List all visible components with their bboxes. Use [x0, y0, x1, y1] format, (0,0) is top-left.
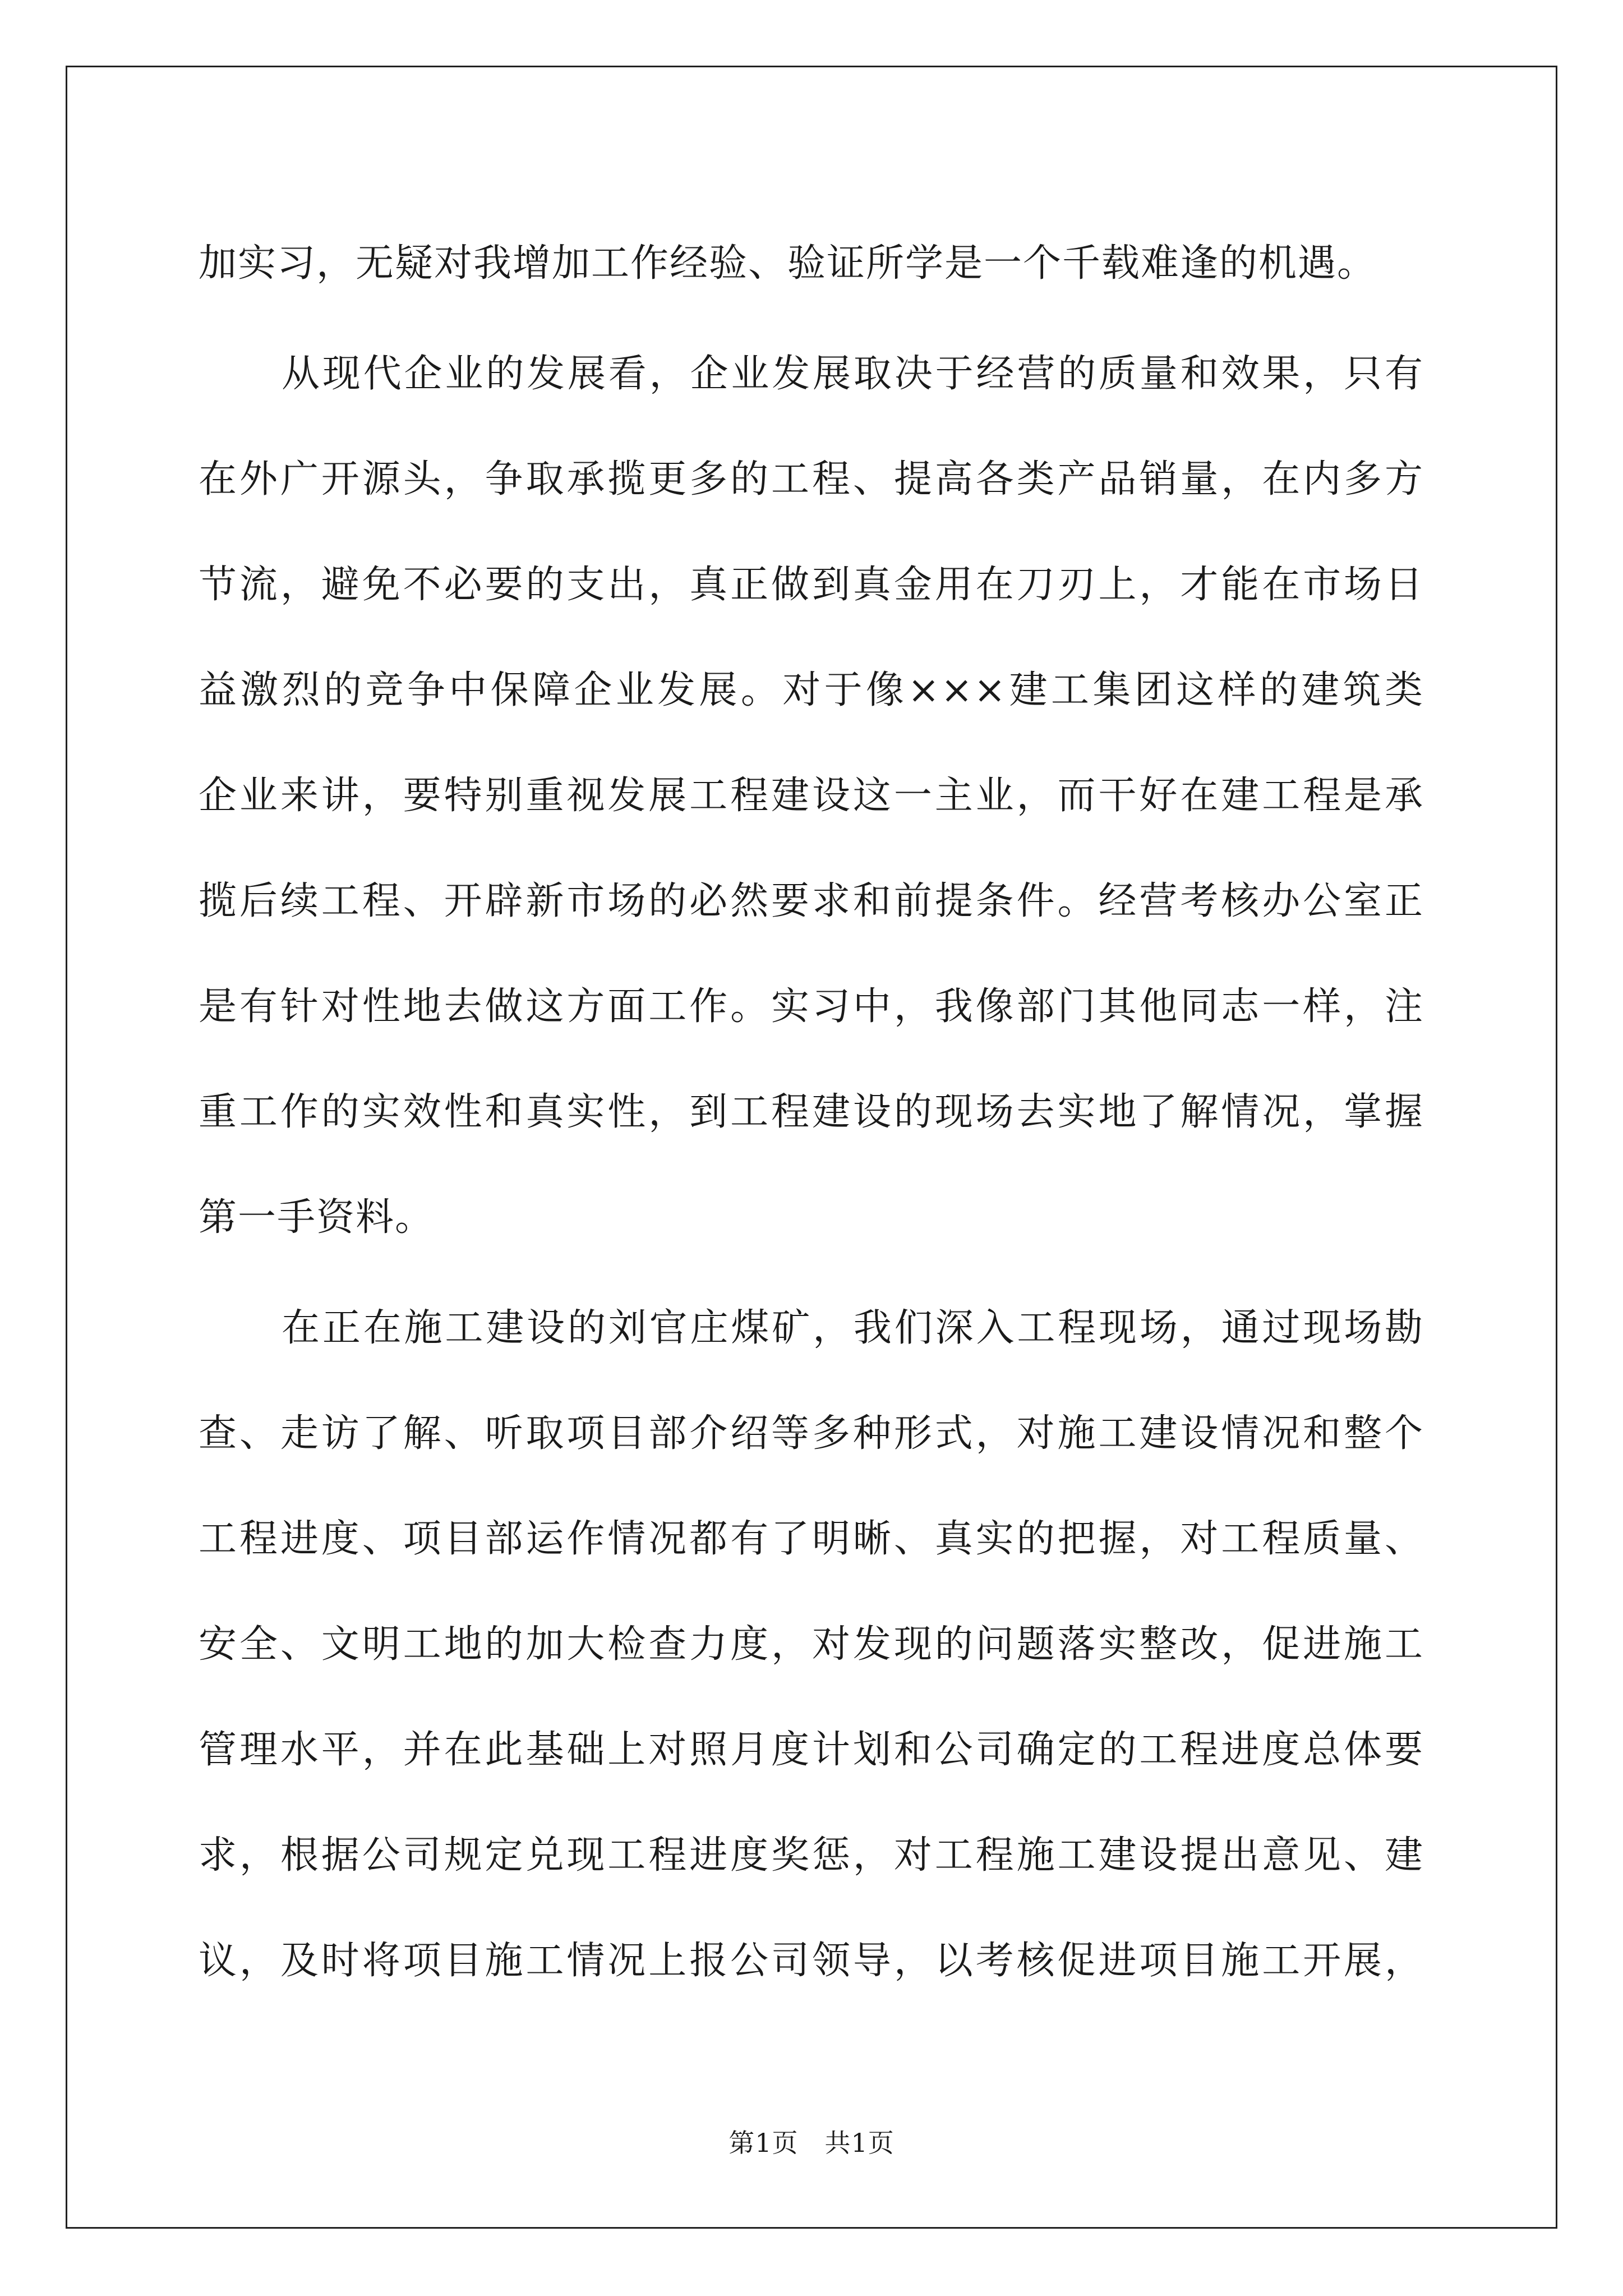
text-line: 在外广开源头，争取承揽更多的工程、提高各类产品销量，在内多方 — [199, 457, 1424, 501]
paragraph-3 — [199, 1276, 1424, 2014]
text-line: 益激烈的竞争中保障企业发展。对于像×××建工集团这样的建筑类 — [199, 668, 1424, 712]
paragraph-1 — [199, 211, 1424, 316]
text-line: 查、走访了解、听取项目部介绍等多种形式，对施工建设情况和整个 — [199, 1411, 1424, 1456]
text-line: 加实习，无疑对我增加工作经验、验证所学是一个千载难逢的机遇。 — [199, 241, 1377, 286]
text-line: 企业来讲，要特别重视发展工程建设这一主业，而干好在建工程是承 — [199, 774, 1424, 818]
text-line: 第一手资料。 — [199, 1195, 435, 1240]
text-line: 议，及时将项目施工情况上报公司领导，以考核促进项目施工开展， — [199, 1939, 1424, 1983]
text-line: 工程进度、项目部运作情况都有了明晰、真实的把握，对工程质量、 — [199, 1517, 1424, 1561]
page-number-footer: 第1页 共1页 — [728, 2128, 895, 2158]
text-line: 节流，避免不必要的支出，真正做到真金用在刀刃上，才能在市场日 — [199, 563, 1424, 607]
text-line: 揽后续工程、开辟新市场的必然要求和前提条件。经营考核办公室正 — [199, 879, 1424, 923]
text-line: 管理水平，并在此基础上对照月度计划和公司确定的工程进度总体要 — [199, 1728, 1424, 1772]
text-line: 求，根据公司规定兑现工程进度奖惩，对工程施工建设提出意见、建 — [199, 1833, 1424, 1878]
text-line: 是有针对性地去做这方面工作。实习中，我像部门其他同志一样，注 — [199, 984, 1424, 1029]
text-line: 从现代企业的发展看，企业发展取决于经营的质量和效果，只有 — [282, 352, 1424, 396]
text-line: 在正在施工建设的刘官庄煤矿，我们深入工程现场，通过现场勘 — [282, 1306, 1424, 1350]
text-line: 安全、文明工地的加大检查力度，对发现的问题落实整改，促进施工 — [199, 1622, 1424, 1667]
document-body — [199, 211, 1424, 2019]
paragraph-2 — [199, 321, 1424, 1271]
text-line: 重工作的实效性和真实性，到工程建设的现场去实地了解情况，掌握 — [199, 1090, 1424, 1134]
